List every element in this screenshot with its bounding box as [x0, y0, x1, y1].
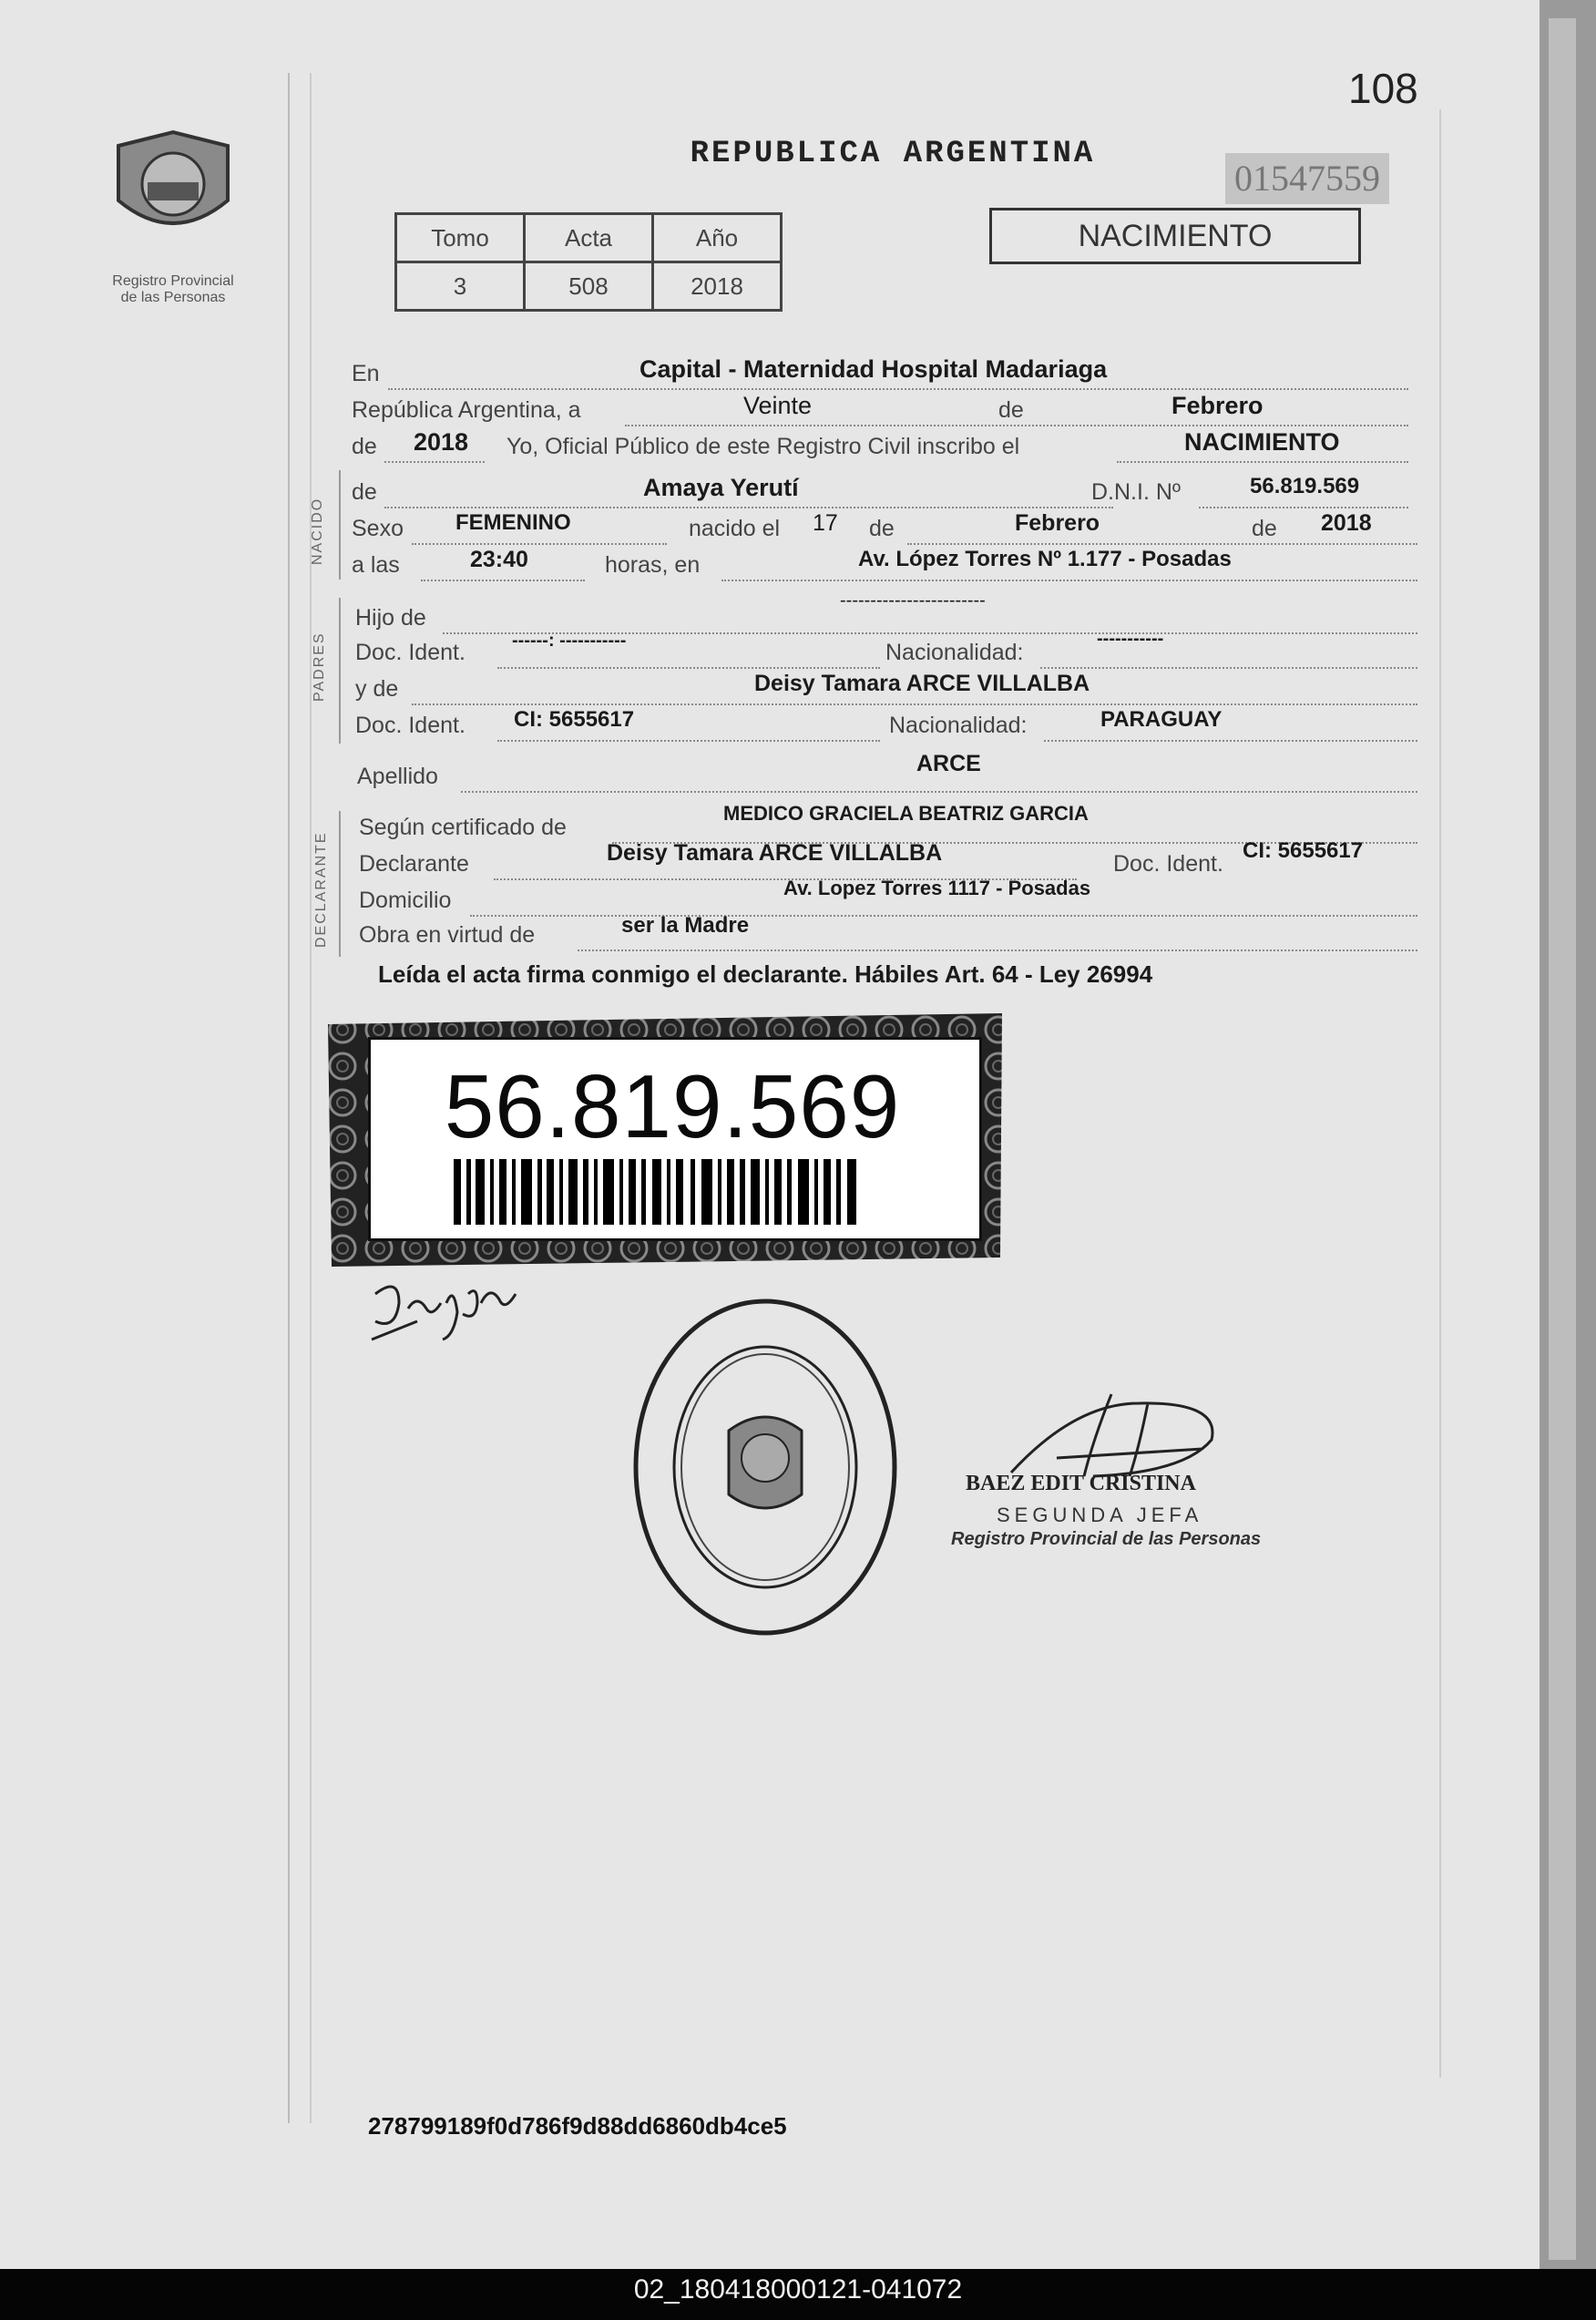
child-dni: 56.819.569 [1250, 474, 1360, 498]
row-place [352, 355, 1427, 394]
section-bracket-born [339, 470, 341, 580]
row-mother [352, 671, 1427, 709]
registry-logo [100, 128, 246, 246]
label-child-of: Hijo de [355, 605, 426, 631]
label-dni: D.N.I. Nº [1091, 479, 1182, 505]
label-sex: Sexo [352, 516, 404, 541]
certificate-issuer: MEDICO GRACIELA BEATRIZ GARCIA [723, 802, 1089, 825]
record-year: 2018 [414, 428, 469, 456]
row-surname [352, 751, 1427, 796]
register-header-tomo: Tomo [396, 214, 525, 262]
label-name-de: de [352, 479, 377, 505]
label-time: a las [352, 552, 400, 578]
signatory-role: SEGUNDA JEFA [997, 1504, 1203, 1526]
row-time [352, 547, 1427, 585]
section-label-declarant: DECLARANTE [313, 831, 329, 948]
paper-edge [1549, 18, 1576, 2260]
birth-time: 23:40 [470, 547, 528, 572]
row-mother-doc [352, 707, 1427, 745]
section-label-parents: PADRES [312, 631, 327, 702]
official-seal [629, 1294, 902, 1645]
father-doc-blank: ------: ----------- [512, 631, 627, 651]
declarant-doc: CI: 5655617 [1243, 838, 1364, 863]
section-bracket-declarant [339, 811, 341, 957]
declarant-signature [363, 1258, 527, 1353]
label-en: En [352, 361, 380, 386]
label-declarant-doc: Doc. Ident. [1113, 851, 1223, 877]
document-hash: 278799189f0d786f9d88dd6860db4ce5 [368, 2112, 787, 2140]
serial-number: 01547559 [1225, 153, 1389, 204]
officer-text: Yo, Oficial Público de este Registro Civil inscribo el [506, 434, 1020, 459]
register-header-ano: Año [653, 214, 782, 262]
register-value-tomo: 3 [396, 262, 525, 311]
label-hours: horas, en [605, 552, 701, 578]
label-born-on: nacido el [689, 516, 781, 541]
section-bracket-parents [339, 598, 341, 744]
label-certificate: Según certificado de [359, 815, 567, 840]
mother-doc: CI: 5655617 [514, 707, 635, 732]
label-declarant: Declarante [359, 851, 469, 877]
born-year: 2018 [1321, 510, 1372, 536]
label-mother-nationality: Nacionalidad: [889, 713, 1028, 738]
born-month: Febrero [1015, 510, 1100, 536]
page-number: 108 [1348, 65, 1418, 112]
dni-barcode [454, 1159, 864, 1229]
birth-place: Capital - Maternidad Hospital Madariaga [639, 355, 1108, 383]
declarant-reason: ser la Madre [621, 913, 750, 938]
label-and-of: y de [355, 676, 399, 702]
label-born-de: de [869, 516, 895, 541]
child-sex: FEMENINO [455, 510, 571, 535]
row-date [352, 392, 1427, 430]
father-nationality-blank: ----------- [1097, 629, 1164, 649]
read-note: Leída el acta firma conmigo el declarante. Hábiles Art. 64 - Ley 26994 [378, 960, 1153, 988]
label-republic: República Argentina, a [352, 397, 581, 423]
label-address: Domicilio [359, 888, 452, 913]
declarant-name: Deisy Tamara ARCE VILLALBA [607, 840, 943, 866]
label-reason: Obra en virtud de [359, 922, 536, 948]
dni-sticker-number: 56.819.569 [444, 1056, 901, 1156]
event-type: NACIMIENTO [1184, 428, 1340, 456]
right-margin-rule [1439, 109, 1441, 2078]
born-day: 17 [813, 510, 838, 536]
register-table [394, 212, 783, 312]
label-surname: Apellido [357, 764, 438, 789]
register-value-ano: 2018 [653, 262, 782, 311]
signatory-name: BAEZ EDIT CRISTINA [966, 1472, 1196, 1495]
label-mother-doc: Doc. Ident. [355, 713, 466, 738]
child-name: Amaya Yerutí [643, 474, 799, 501]
document-title: REPUBLICA ARGENTINA [690, 137, 1096, 171]
section-label-born: NACIDO [310, 497, 325, 565]
record-month: Febrero [1171, 392, 1264, 419]
register-value-acta: 508 [525, 262, 653, 311]
row-sex [352, 510, 1427, 549]
mother-nationality: PARAGUAY [1100, 707, 1223, 732]
label-born-year-de: de [1252, 516, 1277, 541]
left-margin-rule [288, 73, 290, 2123]
row-address [352, 877, 1427, 920]
row-name [352, 474, 1427, 512]
register-header-row [396, 214, 782, 262]
mother-name: Deisy Tamara ARCE VILLALBA [754, 671, 1090, 696]
register-value-row [396, 262, 782, 311]
logo-caption-line-2: de las Personas [120, 290, 226, 305]
label-de-year: de [352, 434, 377, 459]
register-header-acta: Acta [525, 214, 653, 262]
label-father-doc: Doc. Ident. [355, 640, 466, 665]
day-in-words: Veinte [743, 392, 813, 419]
surname-value: ARCE [916, 751, 981, 776]
row-father-doc [352, 629, 1427, 672]
father-name-blank: ------------------------ [840, 590, 986, 611]
row-officer [352, 428, 1427, 467]
left-margin-rule-inner [310, 73, 312, 2123]
logo-caption-line-1: Registro Provincial [112, 273, 234, 289]
label-father-nationality: Nacionalidad: [885, 640, 1024, 665]
label-de: de [998, 397, 1024, 423]
birth-address: Av. López Torres Nº 1.177 - Posadas [858, 547, 1232, 571]
row-reason [352, 913, 1427, 955]
act-type-box: NACIMIENTO [989, 208, 1361, 264]
file-reference: 02_180418000121-041072 [633, 2274, 963, 2305]
declarant-address: Av. Lopez Torres 1117 - Posadas [783, 877, 1091, 899]
logo-caption [82, 273, 264, 306]
signatory-office: Registro Provincial de las Personas [951, 1529, 1262, 1549]
